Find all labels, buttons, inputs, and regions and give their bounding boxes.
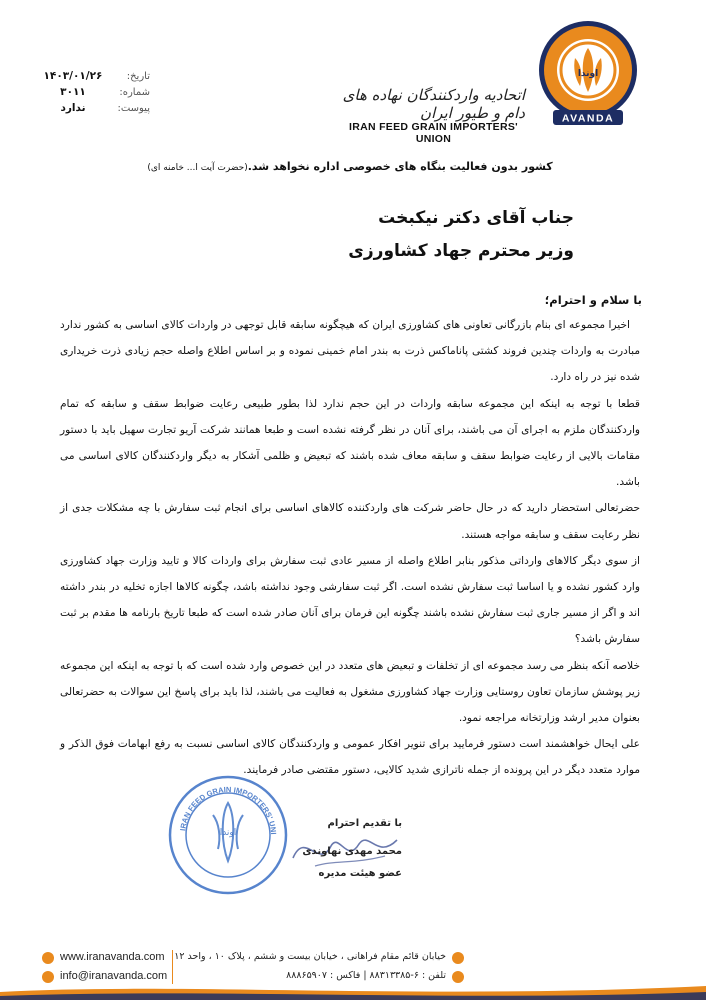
footer-address: خیابان قائم مقام فراهانی ، خیابان بیست و ششم ، پلاک ۱۰ ، واحد ۱۲ xyxy=(174,951,446,962)
letter-meta xyxy=(38,70,150,118)
logo-inner-text: اوندا xyxy=(577,69,599,79)
motto xyxy=(120,160,580,173)
union-name-fa: اتحادیه واردکنندگان نهاده های دام و طیور ایران xyxy=(342,86,525,122)
footer-decoration xyxy=(0,930,706,1000)
signatory-name: محمد مهدی نهاوندی xyxy=(302,846,402,857)
footer-separator xyxy=(172,950,173,984)
number-value: ۳۰۱۱ xyxy=(60,86,86,98)
motto-source: (حضرت آیت ا... خامنه ای) xyxy=(147,163,248,173)
letter-body xyxy=(60,312,640,784)
meta-date xyxy=(38,70,150,86)
footer-email[interactable]: info@iranavanda.com xyxy=(60,970,168,982)
union-logo xyxy=(535,18,641,128)
phone-icon xyxy=(452,971,464,983)
stamp-inner-text: اوندا xyxy=(219,828,237,838)
logo-text: AVANDA xyxy=(561,112,615,125)
signature-closing: با تقدیم احترام xyxy=(327,818,402,829)
motto-text: کشور بدون فعالیت بنگاه های خصوصی اداره نخواهد شد. xyxy=(247,160,553,173)
paragraph-6: علی ایحال خواهشمند است دستور فرمایید برای تنویر افکار عمومی و واردکنندگان کالای اساسی نسبت به رفع ابهامات فوق الذکر و موارد متعدد دیگر در این پرونده از جمله ناترازی شدید کالایی، دستور مقتضی صادر فرمایند. xyxy=(60,738,640,777)
meta-attachment xyxy=(38,102,150,118)
number-label: شماره: xyxy=(119,87,150,98)
globe-icon xyxy=(42,952,54,964)
stamp-ring-text: IRAN FEED GRAIN IMPORTERS' UNI xyxy=(178,784,279,835)
paragraph-5: خلاصه آنکه بنظر می رسد مجموعه ای از تخلفات و تبعیض های متعدد در این خصوص وارد شده است که با توجه به اینکه این مجموعه زیر پوشش سازمان تعاون روستایی وزارت جهاد کشاورزی مشغول به فعالیت می باشند، لذا باید برای پاسخ این سوالات به حضرتعالی بعنوان مدیر ارشد وزارتخانه مراجعه نمود. xyxy=(60,659,640,725)
addressee-name: جناب آقای دکتر نیکبخت xyxy=(378,208,574,228)
attachment-label: پیوست: xyxy=(117,103,150,114)
footer-phone: تلفن : ۶-۸۸۳۱۳۳۸۵ | فاکس : ۸۸۸۶۵۹۰۷ xyxy=(286,970,446,981)
signatory-title: عضو هیئت مدیره xyxy=(318,868,402,879)
union-name-en: IRAN FEED GRAIN IMPORTERS' UNION xyxy=(349,121,518,145)
addressee-title: وزیر محترم جهاد کشاورزی xyxy=(348,241,574,261)
paragraph-4: از سوی دیگر کالاهای وارداتی مذکور بنابر اطلاع واصله از مسیر عادی ثبت سفارش برای واردات کالا و تایید وزارت جهاد کشاورزی وارد کشور نشده و یا اساسا ثبت سفارش نشده است. اگر ثبت سفارشی وجود نداشته باشد، چگونه کالاها اجازه تخلیه در بندر داشته اند و اگر از مسیر جاری ثبت سفارش نشده باشند چگونه این فرمان برای آنان صادر شده است که طبعا تاریخ بارنامه ها مقدم بر ثبت سفارش باشد؟ xyxy=(60,554,640,646)
location-icon xyxy=(452,952,464,964)
date-value: ۱۴۰۳/۰۱/۲۶ xyxy=(43,70,103,82)
greeting: با سلام و احترام؛ xyxy=(544,293,642,307)
paragraph-3: حضرتعالی استحضار دارید که در حال حاضر شرکت های واردکننده کالاهای اساسی برای انجام ثبت سفارش با چه مشکلات جدی از نظر رعایت سقف و سابقه مواجه هستند. xyxy=(60,502,640,541)
attachment-value: ندارد xyxy=(60,102,86,114)
mail-icon xyxy=(42,971,54,983)
meta-number xyxy=(38,86,150,102)
paragraph-2: قطعا با توجه به اینکه این مجموعه سابقه واردات در این حجم ندارد لذا بطور طبیعی رعایت ضوابط سقف و سابقه که تمام واردکنندگان ملزم به اجرای آن می باشند، برای آنان در نظر گرفته نشده است و طبعا همانند شرکت آریو تجارت سهیل باید با دستور مقامات بالایی از رعایت ضوابط سقف و سابقه معاف شده باشند که تبعیض و ظلمی آشکار به دیگر واردکنندگان کالای اساسی می باشد. xyxy=(60,397,640,489)
union-stamp xyxy=(163,773,293,897)
paragraph-1: اخیرا مجموعه ای بنام بازرگانی تعاونی های کشاورزی ایران که هیچگونه سابقه قابل توجهی در واردات کالای اساسی به کشور ندارد مبادرت به واردات چندین فروند کشتی پاناماکس ذرت به بندر امام خمینی نموده و بر اساس اطلاع واصله حجم زیادی ذرت خریداری شده نیز در راه دارد. xyxy=(60,319,640,384)
date-label: تاریخ: xyxy=(126,71,150,82)
footer-website[interactable]: www.iranavanda.com xyxy=(60,951,165,963)
